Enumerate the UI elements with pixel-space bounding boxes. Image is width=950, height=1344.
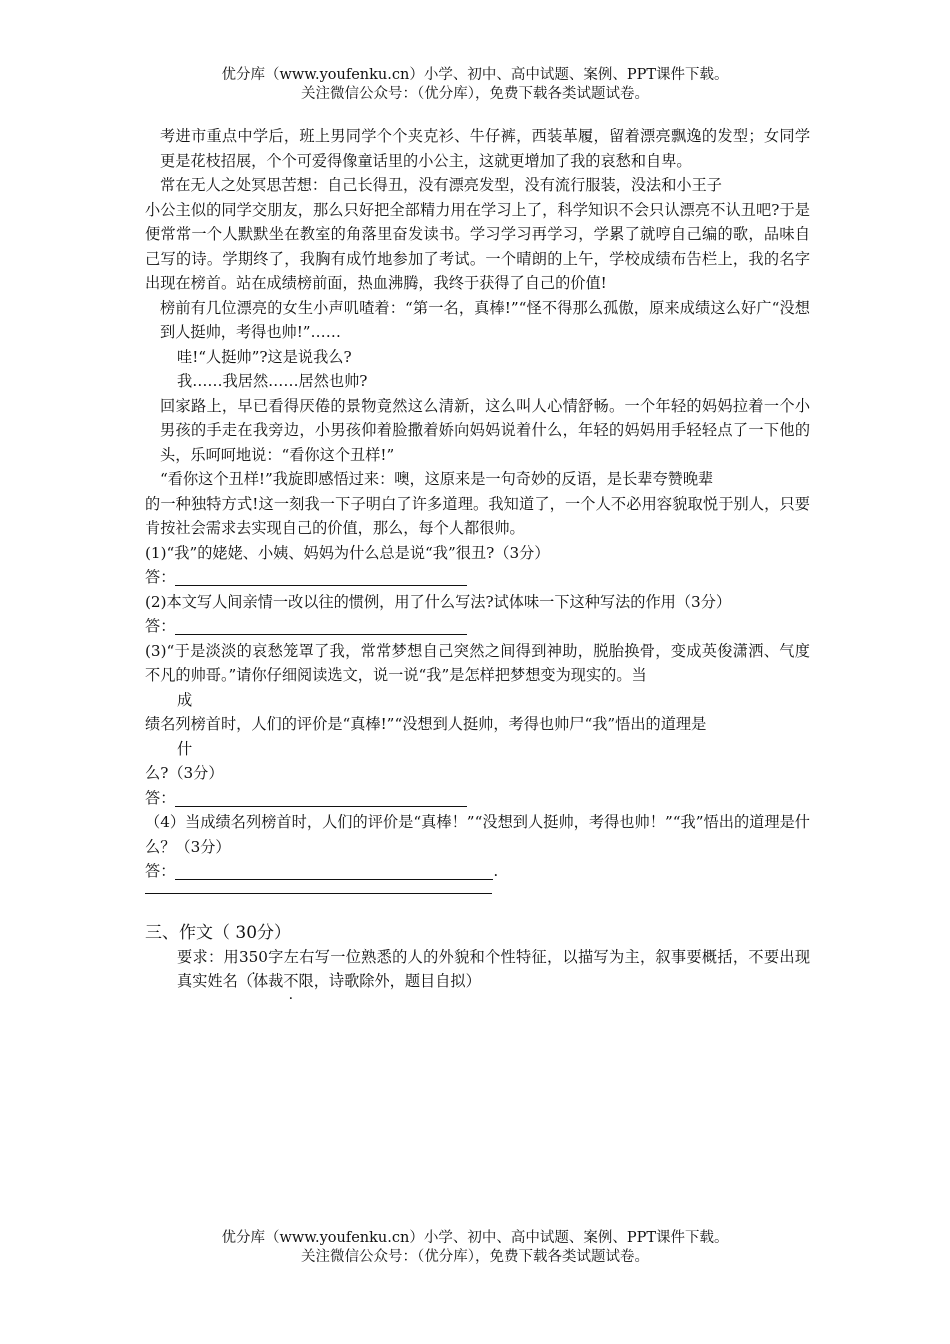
req-mid-1: 字左右写 [267, 947, 331, 966]
footer-line-1: 优分库（www.youfenku.cn）小学、初中、高中试题、案例、PPT课件下载。 [221, 1230, 729, 1246]
answer-label: 答： [145, 617, 176, 635]
passage-paragraph-7a: “看你这个丑样!”我旋即感悟过来：噢，这原来是一句奇妙的反语，是长辈夸赞晚辈 [160, 470, 714, 488]
page-header [0, 66, 950, 104]
answer-blank-1[interactable] [175, 569, 467, 586]
answer-period: . [493, 862, 499, 880]
footer-line-2: 关注微信公众号：（优分库），免费下载各类试题试卷。 [301, 1249, 649, 1265]
passage-paragraph-4: 哇!“人挺帅”?这是说我么? [177, 347, 352, 366]
req-end: 限，诗歌除外，题目自拟） [298, 972, 481, 990]
req-emphasis-1: 一 [330, 947, 346, 966]
header-line-1: 优分库（www.youfenku.cn）小学、初中、高中试题、案例、PPT课件下载。 [221, 67, 729, 83]
question-1: (1)“我”的姥姥、小姨、妈妈为什么总是说“我”很丑?（3分） [145, 543, 550, 562]
question-3e: 么?（3分） [145, 764, 224, 782]
question-3a: (3)“于是淡淡的哀愁笼罩了我，常常梦想自己突然之间得到神助，脱胎换骨，变成英俊潇洒、气度不凡的帅哥。”请你仔细阅读选文，说一说“我”是怎样把梦想变为现实的。当 [145, 641, 810, 684]
answer-4 [145, 859, 810, 884]
req-emphasis-2: 不 [283, 972, 299, 990]
answer-label: 答： [145, 862, 176, 880]
answer-2 [145, 614, 810, 639]
page-footer [0, 1229, 950, 1267]
passage-paragraph-2a: 常在无人之处冥思苦想：自己长得丑，没有漂亮发型，没有流行服装，没法和小王子 [160, 176, 722, 194]
req-number-emphasis: 350 · [239, 945, 268, 970]
answer-blank-4[interactable] [175, 863, 493, 880]
req-prefix: 要求：用 [177, 947, 239, 966]
answer-blank-2[interactable] [175, 618, 467, 635]
header-line-2: 关注微信公众号：（优分库），免费下载各类试题试卷。 [301, 86, 649, 102]
passage-paragraph-7b: 的一种独特方式!这一刻我一下子明白了许多道理。我知道了，一个人不必用容貌取悦于别人，只要肯按社会需求去实现自己的价值，那么，每个人都很帅。 [145, 494, 810, 537]
passage-paragraph-3: 榜前有几位漂亮的女生小声叽喳着：“第一名，真棒!”“怪不得那么孤傲，原来成绩这么好广“没想到人挺帅，考得也帅!”…… [160, 298, 810, 341]
answer-blank-3[interactable] [175, 790, 467, 807]
answer-3 [145, 786, 810, 811]
question-3d: 什 [177, 739, 193, 758]
answer-blank-4-continued[interactable] [145, 892, 492, 894]
passage-paragraph-2b: 小公主似的同学交朋友，那么只好把全部精力用在学习上了，科学知识不会只认漂亮不认丑吧?于是便常常一个人默默坐在教室的角落里奋发读书。学习学习再学习，学累了就哼自己编的歌，品味自己写的诗。学期终了，我胸有成竹地参加了考试。一个晴朗的上午，学校成绩布告栏上，我的名字出现在榜首。站在成绩榜前面，热血沸腾，我终于获得了自己的价值! [145, 200, 810, 292]
passage-paragraph-6: 回家路上，早已看得厌倦的景物竟然这么清新，这么叫人心情舒畅。一个年轻的妈妈拉着一个小男孩的手走在我旁边，小男孩仰着脸撒着娇向妈妈说着什么，年轻的妈妈用手轻轻点了一下他的头，乐呵呵地说：“看你这个丑样!” [160, 396, 810, 464]
question-3c: 绩名列榜首时，人们的评价是“真棒!”“没想到人挺帅，考得也帅尸“我”悟出的道理是 [145, 715, 707, 733]
answer-1 [145, 565, 810, 590]
question-2: (2)本文写人间亲情一改以往的惯例，用了什么写法?试体味一下这种写法的作用（3分） [145, 592, 732, 611]
document-body [145, 124, 810, 994]
answer-label: 答： [145, 568, 176, 586]
passage-paragraph-1: 考进市重点中学后，班上男同学个个夹克衫、牛仔裤，西装革履，留着漂亮飘逸的发型；女同学更是花枝招展，个个可爱得像童话里的小公主，这就更增加了我的哀愁和自卑。 [160, 127, 810, 170]
req-mid-2: 位熟悉的人的外貌和个性特征，以描写为主，叙事要概括，不要出现真实姓名（体裁 [177, 947, 811, 990]
question-4: （4）当成绩名列榜首时，人们的评价是“真棒！”“没想到人挺帅，考得也帅！”“我”悟出的道理是什么？（3分） [145, 813, 810, 856]
composition-requirement [145, 945, 810, 994]
question-3b: 成 [177, 690, 193, 709]
passage-paragraph-5: 我……我居然……居然也帅? [177, 372, 368, 390]
composition-title: 三、作文（ 30分） [145, 922, 292, 943]
answer-label: 答： [145, 788, 176, 807]
